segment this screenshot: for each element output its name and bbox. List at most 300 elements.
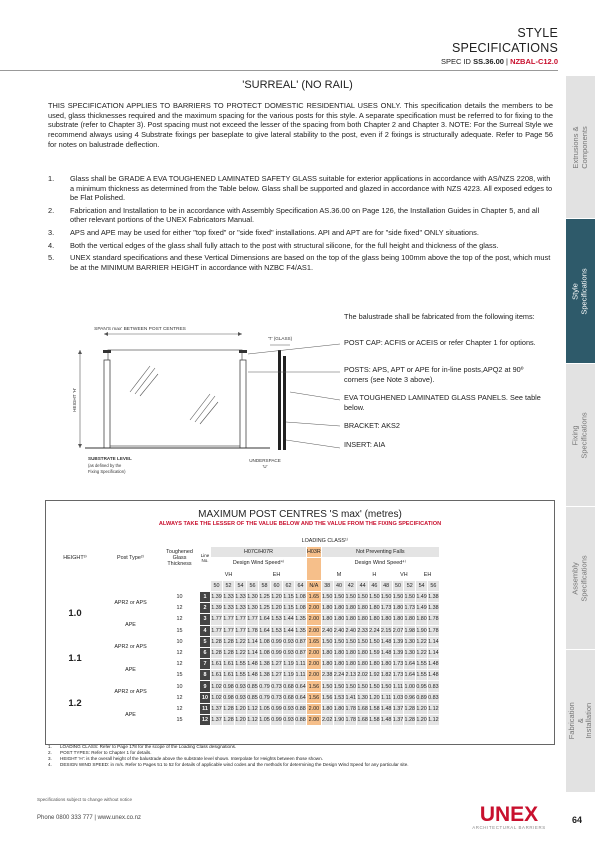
table-cell: 1.48: [427, 670, 439, 681]
table-cell: 0.87: [295, 647, 307, 658]
glass-value: 12: [160, 603, 200, 614]
wind-class: M: [321, 569, 356, 580]
footnote-text: DESIGN WIND SPEED: in m/s. Refer to Pages 51 to 52 for details of applicable wind codes and the methods for determining the Design Wind Speed for any particular site.: [60, 762, 409, 767]
table-cell: 1.28: [223, 636, 235, 647]
table-cell: 1.12: [247, 703, 259, 714]
table-cell: 1.11: [380, 692, 392, 703]
glass-value: 15: [160, 670, 200, 681]
fabrication-intro: The balustrade shall be fabricated from the following items:: [344, 312, 535, 321]
tab-label: Fabrication & Installation: [566, 702, 593, 740]
table-cell: 1.55: [235, 670, 247, 681]
table-cell: 1.20: [235, 715, 247, 726]
table-cell: 0.64: [295, 681, 307, 692]
table-cell: 2.15: [380, 625, 392, 636]
span-label: SPAN'S max' BETWEEN POST CENTRES: [94, 327, 186, 332]
table-footnotes: [48, 744, 553, 768]
speed-header: 38: [321, 580, 333, 591]
table-cell: 2.07: [392, 625, 404, 636]
glass-value: 12: [160, 647, 200, 658]
group-h03: H03R: [307, 547, 322, 558]
table-cell: 1.77: [235, 625, 247, 636]
post-type-header: Post Type²⁾: [102, 536, 160, 581]
table-row: [49, 681, 440, 692]
table-cell: 0.83: [427, 692, 439, 703]
table-cell: 2.00: [307, 715, 322, 726]
underspace-label: UNDERSPACE: [249, 458, 281, 463]
table-cell: 1.15: [283, 591, 295, 602]
table-cell: 1.50: [321, 591, 333, 602]
post-type-value: APE: [102, 703, 160, 725]
table-cell: 1.50: [380, 591, 392, 602]
line-no-header: Line No.: [200, 536, 211, 581]
table-cell: 1.50: [333, 636, 345, 647]
table-cell: 1.78: [345, 715, 357, 726]
left-post: [104, 360, 110, 448]
table-cell: 0.98: [223, 681, 235, 692]
glass-thickness-label: 'T' (GLASS): [267, 336, 293, 341]
tab-label: Style Specifications: [571, 267, 589, 315]
item-number: 2.: [48, 205, 55, 215]
tab-fabrication-installation[interactable]: [566, 650, 595, 793]
table-cell: 1.30: [247, 591, 259, 602]
speed-header: 42: [345, 580, 357, 591]
post-type-value: APR2 or APS: [102, 681, 160, 703]
speed-header: 52: [404, 580, 416, 591]
table-cell: 1.33: [223, 603, 235, 614]
list-item: [48, 241, 553, 251]
table-cell: 2.00: [307, 614, 322, 625]
line-number: 12: [200, 715, 211, 726]
list-item: [48, 228, 553, 238]
table-cell: 0.73: [271, 681, 283, 692]
table-cell: 1.82: [380, 670, 392, 681]
table-cell: 1.11: [392, 681, 404, 692]
table-cell: 1.50: [368, 591, 380, 602]
table-cell: 2.40: [321, 625, 333, 636]
item-text: UNEX standard specifications and these Vertical Dimensions are based on the top of the glass being 100mm above the top of the post, which must be at the MINIMUM BARRIER HEIGHT in accordance with NZBC F4/AS1.: [70, 253, 551, 272]
table-cell: 1.64: [259, 625, 271, 636]
table-cell: 0.99: [271, 636, 283, 647]
header-row: [49, 536, 440, 547]
line-number: 6: [200, 647, 211, 658]
table-cell: 1.65: [307, 591, 322, 602]
table-cell: 1.11: [295, 659, 307, 670]
footnote-number: 4.: [48, 762, 52, 767]
right-post: [240, 360, 246, 448]
line-number: 1: [200, 591, 211, 602]
logo-tagline: ARCHITECTURAL BARRIERS: [472, 825, 546, 830]
spec-id-value: SS.36.00: [473, 57, 504, 66]
table-cell: 1.56: [307, 692, 322, 703]
table-row: [49, 703, 440, 714]
table-cell: 1.80: [333, 614, 345, 625]
table-cell: 1.48: [247, 670, 259, 681]
table-cell: 0.88: [295, 715, 307, 726]
table-cell: 1.22: [416, 647, 428, 658]
table-cell: 1.73: [392, 659, 404, 670]
post-type-value: APE: [102, 614, 160, 636]
table-cell: 0.68: [283, 681, 295, 692]
table-cell: 1.49: [416, 591, 428, 602]
group-not-preventing: Not Preventing Falls: [321, 547, 439, 558]
table-cell: 1.80: [333, 647, 345, 658]
speed-header: 62: [283, 580, 295, 591]
table-cell: 1.12: [427, 703, 439, 714]
table-cell: 0.83: [427, 681, 439, 692]
table-cell: 1.78: [427, 614, 439, 625]
substrate-sub2: Fixing Specification): [88, 469, 126, 474]
list-item: [48, 206, 553, 225]
table-cell: 2.40: [345, 625, 357, 636]
table-cell: 1.08: [259, 647, 271, 658]
arrow-right-icon: [238, 332, 242, 336]
table-title: MAXIMUM POST CENTRES 'S max' (metres): [198, 509, 402, 520]
table-cell: 1.77: [223, 614, 235, 625]
document-title: 'SURREAL' (NO RAIL): [242, 79, 353, 91]
table-cell: 1.80: [368, 614, 380, 625]
page-number: 64: [572, 815, 583, 825]
arrow-down-icon: [78, 444, 82, 448]
table-cell: 1.20: [235, 703, 247, 714]
table-cell: 1.80: [321, 603, 333, 614]
glass-panel: [108, 350, 242, 446]
table-cell: 1.56: [307, 681, 322, 692]
table-cell: 2.00: [307, 647, 322, 658]
table-cell: 1.50: [392, 591, 404, 602]
post-type-value: APR2 or APS: [102, 591, 160, 613]
intro-paragraph: THIS SPECIFICATION APPLIES TO BARRIERS TO PROTECT DOMESTIC RESIDENTIAL USES ONLY. This specification details the members to be used, glass thicknesses required and the maximum spacing for the various posts for this style. A separate specification must be referred to for fixing to the substrate (refer to Chapter 3). Post spacing must not exceed the lesser of the spacing from both Chapter 2 and Chapter 3. NOTE: For the Surreal Style we recommend always using 4 Substrate fixings per baseplate to give lateral stability to the post, even if 2 fixings is structurally adequate. Refer to Page 56 for notes on balustrade deflection.: [48, 101, 553, 149]
underspace-sub: 'U': [262, 464, 268, 469]
table-cell: 1.58: [368, 703, 380, 714]
table-cell: 1.61: [211, 659, 223, 670]
table-cell: 0.93: [235, 692, 247, 703]
table-cell: 1.80: [357, 614, 369, 625]
table-cell: 1.68: [357, 715, 369, 726]
post-type-value: APE: [102, 659, 160, 681]
table-cell: 1.80: [392, 614, 404, 625]
table-cell: 1.39: [211, 591, 223, 602]
table-cell: 2.33: [357, 625, 369, 636]
table-cell: 1.80: [380, 614, 392, 625]
table-cell: 1.65: [307, 636, 322, 647]
table-cell: 1.50: [357, 591, 369, 602]
table-cell: 1.02: [211, 681, 223, 692]
wind-class: VH: [392, 569, 416, 580]
wind-speed-blank: [307, 558, 322, 580]
footnote-number: 2.: [48, 750, 52, 755]
table-cell: 1.50: [404, 591, 416, 602]
table-cell: 1.80: [321, 659, 333, 670]
item-text: Glass shall be GRADE A EVA TOUGHENED LAMINATED SAFETY GLASS suitable for exterior applications in accordance with AS/NZS 2208, with a minimum thickness as determined from the Table below. Glass shall be supported and glazed in accordance with NZS 4223. All exposed edges to be Flat Polished.: [70, 174, 553, 203]
wind-class: EH: [247, 569, 307, 580]
group-h07: H07C/H07R: [211, 547, 307, 558]
table-cell: 1.30: [404, 647, 416, 658]
table-cell: 1.64: [259, 614, 271, 625]
spec-id: [441, 57, 558, 66]
item-number: 5.: [48, 253, 55, 263]
table-cell: 1.92: [368, 670, 380, 681]
glass-value: 10: [160, 636, 200, 647]
section-post: [283, 356, 286, 450]
table-cell: 1.19: [283, 670, 295, 681]
table-cell: 0.79: [259, 692, 271, 703]
table-cell: 1.08: [259, 636, 271, 647]
table-cell: 1.05: [259, 715, 271, 726]
table-cell: 1.98: [404, 625, 416, 636]
table-cell: 1.38: [259, 670, 271, 681]
table-cell: 1.53: [271, 614, 283, 625]
table-cell: 1.61: [223, 659, 235, 670]
footnote-text: HEIGHT 'H': is the overall height of the balustrade above the substrate level shown. Interpolate for Heights between those shown.: [60, 756, 323, 761]
footnote-text: LOADING CLASS: Refer to Page 178 for the scope of the Loading Class designations.: [60, 744, 237, 749]
table-cell: 0.95: [416, 681, 428, 692]
arrow-up-icon: [78, 350, 82, 354]
table-cell: 2.24: [333, 670, 345, 681]
table-cell: 1.48: [380, 636, 392, 647]
speeds-row: [49, 580, 440, 591]
section-title: [452, 26, 558, 56]
table-cell: 0.98: [223, 692, 235, 703]
table-cell: 1.56: [321, 692, 333, 703]
wind-class: VH: [211, 569, 247, 580]
spec-separator: |: [506, 57, 508, 66]
table-cell: 0.68: [283, 692, 295, 703]
table-cell: 1.80: [321, 647, 333, 658]
speed-header: 50: [392, 580, 404, 591]
glass-value: 10: [160, 591, 200, 602]
table-cell: 1.28: [404, 715, 416, 726]
glass-value: 15: [160, 715, 200, 726]
table-cell: 1.55: [235, 659, 247, 670]
table-cell: 1.50: [380, 681, 392, 692]
footnote: [48, 762, 553, 768]
speed-header: 46: [368, 580, 380, 591]
callout-leaders: [248, 344, 340, 448]
table-cell: 1.73: [392, 670, 404, 681]
table-cell: 2.00: [307, 703, 322, 714]
table-cell: 1.55: [416, 670, 428, 681]
table-cell: 1.50: [321, 681, 333, 692]
tab-style-specifications[interactable]: [566, 219, 595, 364]
list-item: [48, 174, 553, 203]
note-post-cap: POST CAP: ACFIS or ACEIS or refer Chapter 1 for options.: [344, 338, 536, 347]
table-cell: 1.80: [333, 659, 345, 670]
speed-header: 58: [259, 580, 271, 591]
tab-label: Fixing Specifications: [571, 411, 589, 459]
footnote-number: 1.: [48, 744, 52, 749]
table-cell: 1.35: [295, 614, 307, 625]
table-cell: 2.02: [357, 670, 369, 681]
table-cell: 1.50: [345, 591, 357, 602]
arrow-left-icon: [104, 332, 108, 336]
table-cell: 1.50: [333, 591, 345, 602]
balustrade-diagram: [40, 322, 340, 482]
table-cell: 1.33: [235, 591, 247, 602]
table-cell: 1.28: [223, 703, 235, 714]
section-title-line1: STYLE: [517, 26, 558, 40]
table-cell: 1.80: [345, 614, 357, 625]
item-number: 3.: [48, 227, 55, 237]
table-cell: 1.19: [283, 659, 295, 670]
line-number: 3: [200, 614, 211, 625]
table-cell: 2.02: [321, 715, 333, 726]
table-cell: 0.64: [295, 692, 307, 703]
table-cell: 0.85: [247, 681, 259, 692]
table-cell: 1.80: [333, 603, 345, 614]
item-text: APS and APE may be used for either "top fixed" or "side fixed" installations. API and APT are for "side fixed" ONLY situations.: [70, 227, 479, 237]
table-cell: 1.80: [416, 614, 428, 625]
table-cell: 0.99: [271, 703, 283, 714]
height-value: 1.0: [49, 591, 102, 636]
table-cell: 0.93: [283, 715, 295, 726]
line-number: 5: [200, 636, 211, 647]
table-cell: 1.50: [333, 681, 345, 692]
table-cell: 2.00: [307, 659, 322, 670]
right-post-cap: [239, 350, 247, 353]
blank-cell: [49, 580, 211, 591]
tab-extrusions[interactable]: [566, 76, 595, 219]
speed-header: 54: [416, 580, 428, 591]
table-cell: 0.99: [271, 715, 283, 726]
substrate-sub1: (as defined by the: [88, 463, 122, 468]
wind-speed-label-b: Design Wind Speed⁴⁾: [321, 558, 439, 569]
table-cell: 1.80: [321, 614, 333, 625]
table-cell: 1.22: [235, 636, 247, 647]
item-number: 4.: [48, 240, 55, 250]
table-cell: 1.28: [223, 715, 235, 726]
table-cell: 1.50: [321, 636, 333, 647]
table-cell: 1.80: [345, 659, 357, 670]
table-cell: 2.00: [307, 625, 322, 636]
table-cell: 1.37: [211, 715, 223, 726]
glass-value: 10: [160, 681, 200, 692]
table-cell: 1.22: [416, 636, 428, 647]
tab-assembly-specifications[interactable]: [566, 507, 595, 650]
contact-info: Phone 0800 333 777 | www.unex.co.nz: [37, 815, 141, 821]
height-value: 1.2: [49, 681, 102, 726]
table-cell: 1.50: [368, 681, 380, 692]
table-cell: 1.12: [427, 715, 439, 726]
glass-value: 12: [160, 614, 200, 625]
table-cell: 1.78: [345, 703, 357, 714]
speed-header: 48: [380, 580, 392, 591]
table-cell: 1.50: [368, 636, 380, 647]
table-cell: 1.37: [392, 715, 404, 726]
table-cell: 1.20: [271, 603, 283, 614]
height-value: 1.1: [49, 636, 102, 681]
table-cell: 1.80: [345, 603, 357, 614]
glass-value: 15: [160, 625, 200, 636]
note-glass-panels: EVA TOUGHENED LAMINATED GLASS PANELS. See table below.: [344, 393, 541, 412]
table-cell: 1.20: [416, 703, 428, 714]
spec-id-label: SPEC ID: [440, 57, 471, 66]
table-cell: 1.73: [404, 603, 416, 614]
table-cell: 1.48: [380, 715, 392, 726]
line-number: 4: [200, 625, 211, 636]
note-insert: INSERT: AIA: [344, 440, 386, 449]
table-cell: 1.30: [357, 692, 369, 703]
table-cell: 1.33: [235, 603, 247, 614]
table-cell: 1.28: [211, 647, 223, 658]
table-cell: 1.77: [247, 614, 259, 625]
table-cell: 1.48: [380, 703, 392, 714]
glass-value: 12: [160, 703, 200, 714]
table-cell: 1.64: [404, 670, 416, 681]
table-cell: 1.50: [357, 636, 369, 647]
line-number: 7: [200, 659, 211, 670]
table-row: [49, 614, 440, 625]
table-cell: 1.39: [211, 603, 223, 614]
table-cell: 0.93: [283, 636, 295, 647]
table-cell: 0.87: [295, 636, 307, 647]
table-cell: 1.90: [416, 625, 428, 636]
table-cell: 1.20: [271, 591, 283, 602]
table-cell: 1.30: [404, 636, 416, 647]
table-cell: 1.61: [223, 670, 235, 681]
table-cell: 0.89: [416, 692, 428, 703]
height-label: HEIGHT 'H': [72, 388, 77, 412]
table-cell: 1.80: [321, 703, 333, 714]
table-cell: 1.28: [211, 636, 223, 647]
speed-header: 56: [247, 580, 259, 591]
table-cell: 1.80: [368, 659, 380, 670]
table-cell: 1.15: [283, 603, 295, 614]
line-number: 2: [200, 603, 211, 614]
tab-fixing-specifications[interactable]: [566, 364, 595, 507]
table-cell: 1.02: [211, 692, 223, 703]
table-cell: 2.24: [368, 625, 380, 636]
left-post-cap: [103, 350, 111, 353]
wind-class: EH: [416, 569, 440, 580]
section-glass: [278, 350, 281, 450]
speed-header: 64: [295, 580, 307, 591]
table-cell: 1.50: [345, 636, 357, 647]
table-cell: 1.38: [427, 591, 439, 602]
table-cell: 0.73: [271, 692, 283, 703]
footnote-number: 3.: [48, 756, 52, 761]
line-number: 8: [200, 670, 211, 681]
table-cell: 1.30: [247, 603, 259, 614]
table-cell: 1.38: [259, 659, 271, 670]
table-cell: 1.00: [404, 681, 416, 692]
table-cell: 1.77: [235, 614, 247, 625]
logo-wordmark: UNEX: [479, 803, 539, 826]
table-row: [49, 591, 440, 602]
table-cell: 2.38: [321, 670, 333, 681]
table-cell: 0.96: [404, 692, 416, 703]
table-cell: 1.03: [392, 692, 404, 703]
glass-value: 12: [160, 659, 200, 670]
section-title-line2: SPECIFICATIONS: [451, 41, 558, 55]
table-cell: 1.37: [211, 703, 223, 714]
glass-thickness-header: Toughened Glass Thickness: [160, 536, 200, 581]
spec-items: [48, 174, 553, 275]
speed-header: 56: [427, 580, 439, 591]
speed-header: 50: [211, 580, 223, 591]
speed-header: N/A: [307, 580, 322, 591]
speed-header: 60: [271, 580, 283, 591]
table-cell: 0.88: [295, 703, 307, 714]
table-cell: 0.99: [271, 647, 283, 658]
post-centres-table: [48, 535, 440, 726]
table-cell: 1.77: [211, 614, 223, 625]
table-cell: 1.48: [247, 659, 259, 670]
table-cell: 1.50: [345, 681, 357, 692]
table-cell: 1.68: [357, 703, 369, 714]
table-cell: 1.80: [357, 659, 369, 670]
line-number: 10: [200, 692, 211, 703]
table-cell: 1.78: [427, 625, 439, 636]
